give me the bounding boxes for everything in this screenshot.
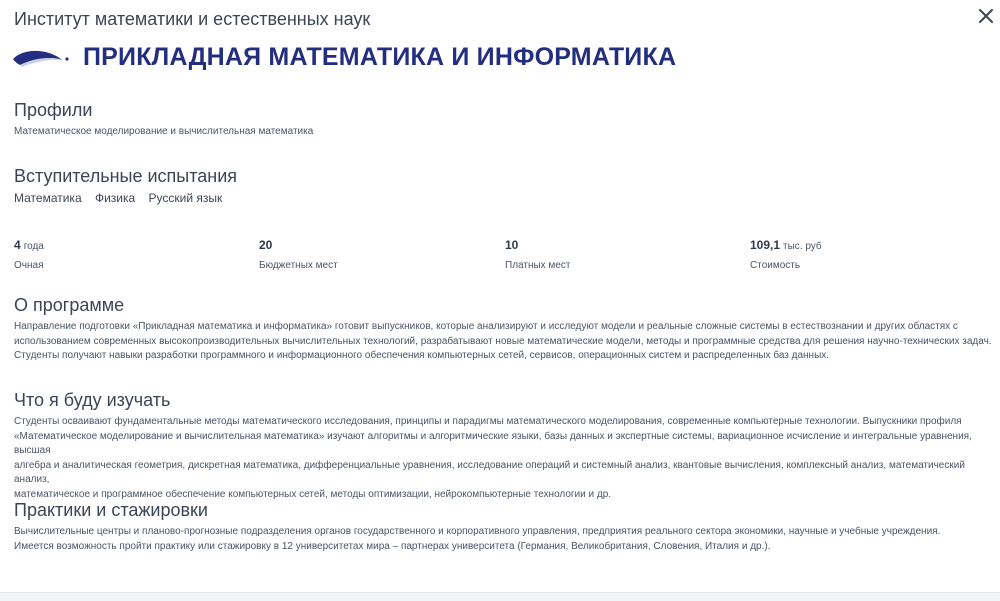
profiles-heading: Профили [14,100,93,120]
paragraph-line: математическое и программное обеспечение компьютерных сетей, методы оптимизации, нейрокомпьютерные технологии и др. [14,488,612,500]
stat-unit: тыс. руб [783,241,822,252]
profiles-text: Математическое моделирование и вычислительная математика [14,126,314,137]
exams-list [14,191,232,205]
stat-label: Платных мест [505,260,571,271]
paragraph-line: «Математическое моделирование и вычислительная математика» изучают алгоритмы и алгоритмические языки, базы данных и экспертные системы, вариационное исчисление и интегральные уравнения, высшая [14,430,972,457]
stat-value: 20 [259,238,273,252]
about-heading: О программе [14,295,125,315]
stat-value: 10 [505,238,519,252]
exam-item-physics[interactable]: Физика [94,191,136,205]
paragraph-line: Направление подготовки «Прикладная математика и информатика» готовит выпускников, которые анализируют и исследуют модели и реальные сложные системы в естествознании и других областях с [14,321,958,332]
paragraph-line: Студенты получают навыки разработки программного и информационного обеспечения компьютерных сетей, сервисов, операционных систем и распределенных баз данных. [14,350,830,362]
stat-value: 4 [14,238,21,252]
practice-heading: Практики и стажировки [14,500,208,520]
stat-paid-places [505,236,570,271]
paragraph-line: Имеется возможность пройти практику или стажировку в 12 университетах мира – партнерах университета (Германия, Великобритания, Словения, Италия и др.). [14,540,771,552]
practice-text [14,525,994,554]
close-icon[interactable] [974,4,998,28]
stat-budget-places [259,236,338,271]
stat-duration [14,236,44,271]
paragraph-line: использованием современных высокопроизводительных вычислительных технологий, разрабатывают новые математические модели, методы и программные средства для решения научно-технических задач. [14,335,992,347]
exams-heading: Вступительные испытания [14,166,238,186]
stat-label: Очная [14,260,44,271]
stat-cost [750,236,822,271]
paragraph-line: Вычислительные центры и планово-прогнозные подразделения органов государственного и корпоративного управления, предприятия реального сектора экономики, научные и учебные учреждения. [14,526,941,537]
stat-value: 109,1 [750,238,781,252]
stat-label: Стоимость [750,260,801,271]
study-text [14,415,994,503]
exam-item-russian[interactable]: Русский язык [148,191,223,205]
stat-unit: года [23,241,44,252]
page-title: ПРИКЛАДНАЯ МАТЕМАТИКА И ИНФОРМАТИКА [83,43,677,71]
study-heading: Что я буду изучать [14,390,171,410]
university-logo [12,46,72,72]
paragraph-line: алгебра и аналитическая геометрия, дискретная математика, дифференциальные уравнения, исследование операций и системный анализ, квантовые вычисления, комплексный анализ, математический анализ, [14,459,965,486]
stat-label: Бюджетных мест [259,260,338,271]
exam-item-math[interactable]: Математика [14,191,82,205]
close-button[interactable] [974,4,998,28]
institute-name: Институт математики и естественных наук [14,9,371,29]
paragraph-line: Студенты осваивают фундаментальные методы математического исследования, принципы и парадигмы математического моделирования, современные компьютерные технологии. Выпускники профиля [14,416,962,427]
about-text [14,320,994,364]
